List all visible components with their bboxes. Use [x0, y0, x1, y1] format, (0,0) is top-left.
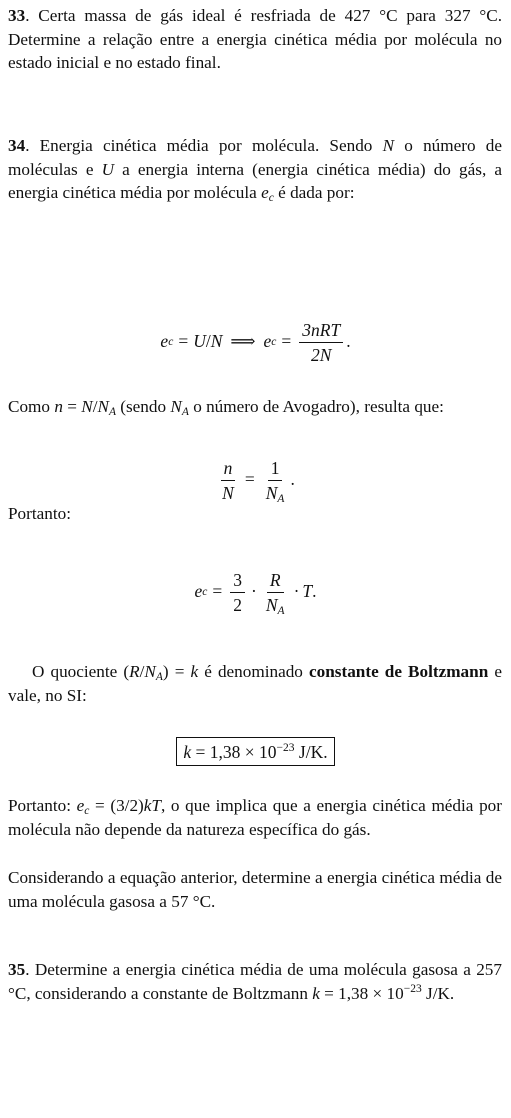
math-var: N [97, 397, 109, 416]
avogadro-paragraph [8, 395, 502, 419]
denominator-text: N [265, 594, 278, 615]
math-exponent: −23 [276, 741, 295, 754]
denominator-text: N [222, 482, 234, 503]
math-var: U [193, 331, 206, 352]
denominator [263, 481, 288, 504]
text-fragment: Portanto: [8, 504, 72, 523]
dot-operator: · [293, 581, 300, 602]
text-fragment: é denominado [198, 662, 309, 681]
text-fragment: J/K. [421, 983, 455, 1003]
numerator [267, 569, 284, 593]
equation-ec-definition: e c = U / N ⟹ e c = $\frac{\text{3nRT}}{2N}$ . [160, 319, 351, 365]
text-fragment: é dada por: [273, 183, 355, 203]
denominator-text: 2N [311, 344, 332, 365]
fraction [263, 569, 288, 616]
numerator [268, 457, 283, 481]
math-var: k [312, 983, 320, 1003]
period: . [346, 331, 351, 352]
numerator [230, 569, 245, 593]
text-fragment: O quociente ( [32, 662, 130, 681]
text-fragment: Portanto: [8, 796, 77, 815]
fraction [219, 457, 237, 504]
equals-sign: = [178, 331, 189, 352]
math-var: R [129, 662, 140, 681]
equals-sign: = [244, 469, 255, 490]
math-var: N [210, 331, 223, 352]
fraction [263, 457, 288, 504]
text-fragment: , o que implica que a energia cinética média por molécula não depende da natureza específica do gás. [8, 796, 502, 839]
math-var: N [144, 662, 156, 681]
numerator [221, 457, 236, 481]
text-fragment: a energia interna (energia cinética média) do gás, a energia cinética média por molécula [8, 159, 503, 203]
math-subscript: A [108, 406, 116, 418]
text-fragment: o número de Avogadro), resulta que: [188, 397, 444, 416]
text-fragment: = 1,38 × 10 [319, 983, 404, 1003]
bold-term: constante de Boltzmann [309, 662, 489, 681]
math-var: N [170, 397, 182, 416]
equals-sign: = [212, 581, 223, 602]
math-subscript: c [84, 805, 90, 817]
equation-boltzmann-value [0, 733, 511, 769]
text-fragment: = 1,38 × 10 [191, 741, 277, 762]
text-fragment: o número de moléculas e [8, 136, 502, 179]
text-fragment: = (3/2) [89, 796, 144, 815]
numerator-text: n [223, 457, 233, 478]
math-subscript: A [277, 492, 285, 505]
math-var: e [76, 796, 85, 815]
fraction [230, 569, 245, 616]
math-var: e [261, 183, 269, 203]
math-var: T [302, 581, 313, 602]
implies-arrow: ⟹ [230, 331, 256, 352]
math-var: e [160, 331, 169, 352]
text-fragment: . Energia cinética média por molécula. Sendo [25, 136, 383, 155]
exercise-35 [8, 958, 502, 1005]
math-var: k [143, 796, 152, 815]
exercise-text: . Certa massa de gás ideal é resfriada de 427 °C para 327 °C. Determine a relação entre a energia cinética média por molécula no estado inicial e no estado final. [8, 6, 502, 73]
denominator [263, 593, 288, 616]
math-subscript: A [277, 604, 285, 617]
text-fragment: = [62, 397, 82, 416]
denominator-text: 2 [233, 594, 243, 615]
math-exponent: −23 [403, 982, 422, 995]
exercise-number: 34 [8, 136, 26, 155]
exercise-number: 35 [8, 960, 26, 979]
text-fragment: . Determine a energia cinética média de uma molécula gasosa a 257 °C, considerando a constante de Boltzmann [8, 960, 502, 1003]
math-var: e [194, 581, 203, 602]
boltzmann-paragraph [8, 660, 502, 707]
slash: / [139, 662, 145, 681]
math-var: U [101, 159, 115, 179]
exercise-number: 33 [8, 6, 26, 25]
math-var: e [263, 331, 272, 352]
denominator [230, 593, 245, 616]
math-var: k [183, 741, 192, 762]
equals-sign: = [281, 331, 292, 352]
text-fragment: Considerando a equação anterior, determine a energia cinética média de uma molécula gasosa a 57 °C. [8, 868, 502, 911]
exercise-33 [8, 4, 502, 75]
denominator [308, 343, 334, 366]
text-fragment: ) = [162, 662, 191, 681]
equation-ec-boltzmann: e c = $\frac{3}{2}$ · $\frac{R}{N_A}$ · T . [194, 569, 317, 617]
denominator-text: N [265, 482, 278, 503]
math-subscript: A [181, 406, 189, 418]
numerator-text: R [269, 569, 281, 590]
math-var: k [190, 662, 199, 681]
fraction [299, 319, 343, 366]
equation-n-over-N [0, 450, 511, 510]
numerator-text: 3nRT [302, 319, 341, 340]
numerator [299, 319, 343, 343]
math-subscript: A [155, 671, 163, 683]
numerator-text: 1 [270, 457, 280, 478]
slash: / [205, 331, 211, 352]
math-var: n [54, 397, 63, 416]
math-var: N [81, 397, 93, 416]
portanto-label [8, 502, 502, 526]
text-fragment: e vale, no SI: [8, 662, 502, 705]
boxed-equation [176, 737, 334, 766]
text-fragment: Como [8, 397, 55, 416]
math-subscript: c [268, 192, 274, 205]
question-paragraph [8, 866, 502, 913]
dot-operator: · [251, 581, 257, 602]
unit: J/K. [294, 741, 328, 762]
slash: / [92, 397, 98, 416]
text-fragment: (sendo [115, 397, 171, 416]
denominator [219, 481, 237, 504]
conclusion-paragraph [8, 794, 502, 841]
period: . [290, 469, 295, 490]
numerator-text: 3 [233, 569, 243, 590]
math-var: N [382, 136, 395, 155]
exercise-34 [8, 134, 502, 205]
period: . [312, 581, 317, 602]
math-var: T [151, 796, 161, 815]
